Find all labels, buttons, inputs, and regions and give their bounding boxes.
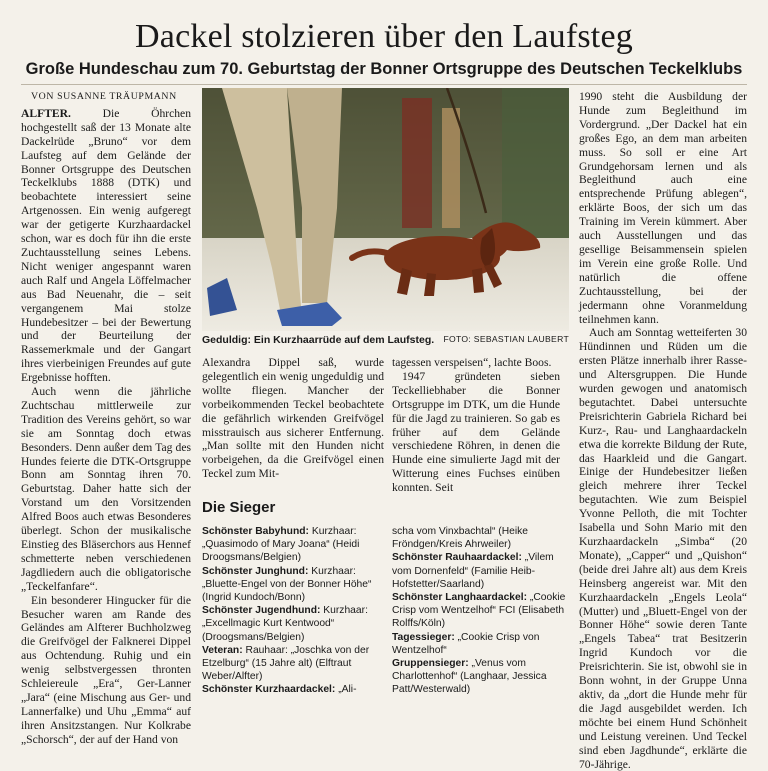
- winner-detail: „Ali-: [335, 684, 357, 696]
- winner-detail: „Venus vom Charlottenhof“ (Langhaar, Jessica Patt/Westerwald): [392, 658, 547, 696]
- winner-entry: [392, 551, 572, 591]
- winner-category: Veteran:: [202, 644, 243, 656]
- winners-heading: Die Sieger: [202, 499, 276, 516]
- headline: Dackel stolzieren über den Laufsteg: [135, 18, 633, 55]
- winner-category: Tagessieger:: [392, 631, 455, 643]
- winner-category: Schönster Babyhund:: [202, 526, 309, 537]
- dachshund-photo-illustration: [202, 88, 569, 331]
- winner-entry: [392, 591, 572, 631]
- paragraph: Auch wenn die jährliche Zuchtschau mittlerweile zur Tradition des Vereins gehört, so war sie am Sonntag doch etwas Besonders. Denn außer dem Tag des Hundes feierte die DTK-Ortsgruppe Bonn am Sonntag ihren 70. Geburtstag. Daher hatte sich der Vorstand um den Vorsitzenden Alfred Boos auch etwas Besonderes überlegt. Schon der musikalische Einstieg des Bläserchors aus Hennef schmetterte neben verschiedenen Jagdliedern auch die obligatorische „Teckelfanfare“.: [21, 385, 191, 593]
- winners-list-right: [392, 525, 572, 697]
- article-column-4: [579, 90, 747, 771]
- winner-category: Gruppensieger:: [392, 658, 469, 670]
- winner-detail: Kurzhaar: „Bluette-Engel von der Bonner Höhe“ (Ingrid Kundoch/Bonn): [202, 565, 372, 604]
- winner-detail: „Cookie Crisp von Wentzelhof“: [392, 631, 540, 656]
- winner-category: Schönster Junghund:: [202, 565, 309, 577]
- paragraph: 1947 gründeten sieben Teckelliebhaber die Bonner Ortsgruppe im DTK, um die Hunde für die Jagd zu trainieren. So gab es früher auf dem Gelände verschiedene Röhren, in denen die Hunde eine simulierte Jagd mit der Witterung eines Fuchses einüben konnten. Seit: [392, 369, 560, 495]
- winner-detail: „Cookie Crisp vom Wentzelhof“ FCI (Elisabeth Rolffs/Köln): [392, 592, 566, 630]
- article-column-2: [202, 356, 384, 481]
- photo-caption: Geduldig: Ein Kurzhaarrüde auf dem Laufsteg.: [202, 334, 435, 346]
- article-column-3: [392, 356, 560, 495]
- winner-category: Schönster Jugendhund:: [202, 605, 321, 617]
- winners-list-left: [202, 525, 387, 697]
- winner-entry: [202, 604, 387, 644]
- article-header: [0, 0, 768, 79]
- winners-box: [202, 499, 572, 696]
- winner-detail: Rauhaar: „Joschka von der Etzelburg“ (15 Jahre alt) (Elftraut Weber/Alfter): [202, 644, 370, 683]
- dateline: ALFTER.: [21, 106, 71, 120]
- photo-caption-row: [202, 334, 569, 346]
- paragraph: Auch am Sonntag wetteiferten 30 Hündinnen und Rüden um die ersten Plätze innerhalb ihrer Rasse- und Altersgruppen. Die Hunde wurden gewogen und anatomisch begutachtet. Dabei untersuchte Preisrichterin Gabriela Richard bei Kurz-, Rau- und Langhaardackeln etwa die korrekte Bildung der Rute, das Haarkleid und die Gangart. Einige der Hundebesitzer ließen gleich mehrere ihrer Teckel begutachten. Wie zum Beispiel Yvonne Pelloth, die mit Tochter Isabella und Sohn Mario mit den Kurzhaardackeln „Simba“ (20 Monate), „Capper“ und „Quishon“ (beide drei Jahre alt) aus dem Kreis Heinsberg angereist war. Mit den Kurzhaardackeln „Engels Leola“ (Mutter) und „Bluett-Engel von der Bonner Höhe“ sowie deren Tante „Engels Tabea“ trat Besitzerin Ingrid Kundoch vor die Preisrichterin. Sie ist, obwohl sie in Bonn wohnt, in der Gruppe Unna aktiv, da „dort die Hunde mehr für die Jagd ausgebildet werden. Ich möchte bei einem Hund Schönheit und Leistung vereinen. Und Teckel sind eben Jagdhunde“, erklärte die 70-Jährige.: [579, 326, 747, 771]
- winner-category: Schönster Kurzhaardackel:: [202, 684, 336, 696]
- lead-paragraph: [21, 107, 191, 385]
- winner-entry: [392, 657, 572, 697]
- winner-entry: [392, 525, 572, 551]
- paragraph: 1990 steht die Ausbildung der Hunde zum Begleithund im Vordergrund. „Der Dackel hat ein großes Ego, an dem man arbeiten muss. So soll er eine Art Grundgehorsam lernen und als Begleithund auch eine entsprechende Prüfung ablegen“, erklärte Boos, der sich um das Training im Verein kümmert. Aber auch Ausstellungen und das gesellige Beisammensein spielen im Verein eine große Rolle. Und natürlich die offene Zuchtausstellung, bei der jedermann ohne Voranmeldung teilnehmen kann.: [579, 90, 747, 326]
- winner-entry: [202, 683, 387, 696]
- subheadline: Große Hundeschau zum 70. Geburtstag der Bonner Ortsgruppe des Deutschen Teckelklubs: [25, 60, 743, 78]
- winner-entry: [202, 525, 387, 565]
- paragraph: tagessen verspeisen“, lachte Boos.: [392, 356, 552, 369]
- header-rule: [21, 84, 747, 85]
- winner-detail: Kurzhaar: „Excellmagic Kurt Kentwood“ (Droogsmans/Belgien): [202, 605, 368, 643]
- winner-detail: „Vilem vom Dornenfeld“ (Familie Heib-Hofstetter/Saarland): [392, 552, 554, 590]
- winner-detail: scha vom Vinxbachtal“ (Heike Fröndgen/Kreis Ahrweiler): [392, 526, 529, 551]
- photo-credit: FOTO: SEBASTIAN LAUBERT: [443, 334, 569, 344]
- byline: VON SUSANNE TRÄUPMANN: [31, 91, 177, 102]
- winner-detail: Kurzhaar: „Quasimodo of Mary Joana“ (Heidi Droogsmans/Belgien): [202, 526, 360, 564]
- winner-category: Schönster Rauhaardackel:: [392, 552, 522, 564]
- article-column-1: [21, 90, 191, 747]
- winner-entry: [202, 565, 387, 605]
- lead-text: Die Öhrchen hochgestellt saß der 13 Monate alte Dackelrüde „Bruno“ vor dem Laufsteg auf dem Gelände der Bonner Ortsgruppe des Deutschen Teckelklubs 1888 (DTK) und beobachtete interessiert seine Artgenossen. Ein wenig aufgeregt war der getigerte Kurzhaardackel schon, war es doch für ihn die erste Zuchtausstellung seines Lebens. Nicht weniger angespannt waren auch Ralf und Angela Löffelmacher aus Bad Neuenahr, die – seit vergangenem Mai stolze Hundebesitzer – bei der Bewertung und der Beurteilung der Rassemerkmale und der Gangart ihres vierbeinigen Freundes auf gute Ergebnisse hofften.: [21, 106, 191, 385]
- winner-entry: [392, 631, 572, 657]
- winner-entry: [202, 644, 387, 684]
- article-photo: [202, 88, 569, 331]
- paragraph: Ein besonderer Hingucker für die Besucher waren am Rande des Geländes am Alfterer Buchholzweg die Greifvögel der Falknerei Dippel aus Ochtendung. Ruhig und ein wenig selbstvergessen thronten Schleiereule „Era“, Ger-Lanner „Jara“ (eine Mischung aus Ger- und Lannerfalke) und Uhu „Emma“ auf ihren Ansitzstangen. Nur Kolkrabe „Schorsch“, der auf der Hand von: [21, 593, 191, 746]
- winner-category: Schönster Langhaardackel:: [392, 592, 528, 604]
- paragraph: Alexandra Dippel saß, wurde gelegentlich ein wenig ungeduldig und wollte fliegen. Mancher der vorbeikommenden Teckel beobachtete die gefährlich wirkenden Greifvögel misstrauisch aus sicherer Entfernung. „Man sollte mit den Hunden nicht vorbeigehen, da die Greifvögel einen Teckel zum Mit-: [202, 356, 384, 481]
